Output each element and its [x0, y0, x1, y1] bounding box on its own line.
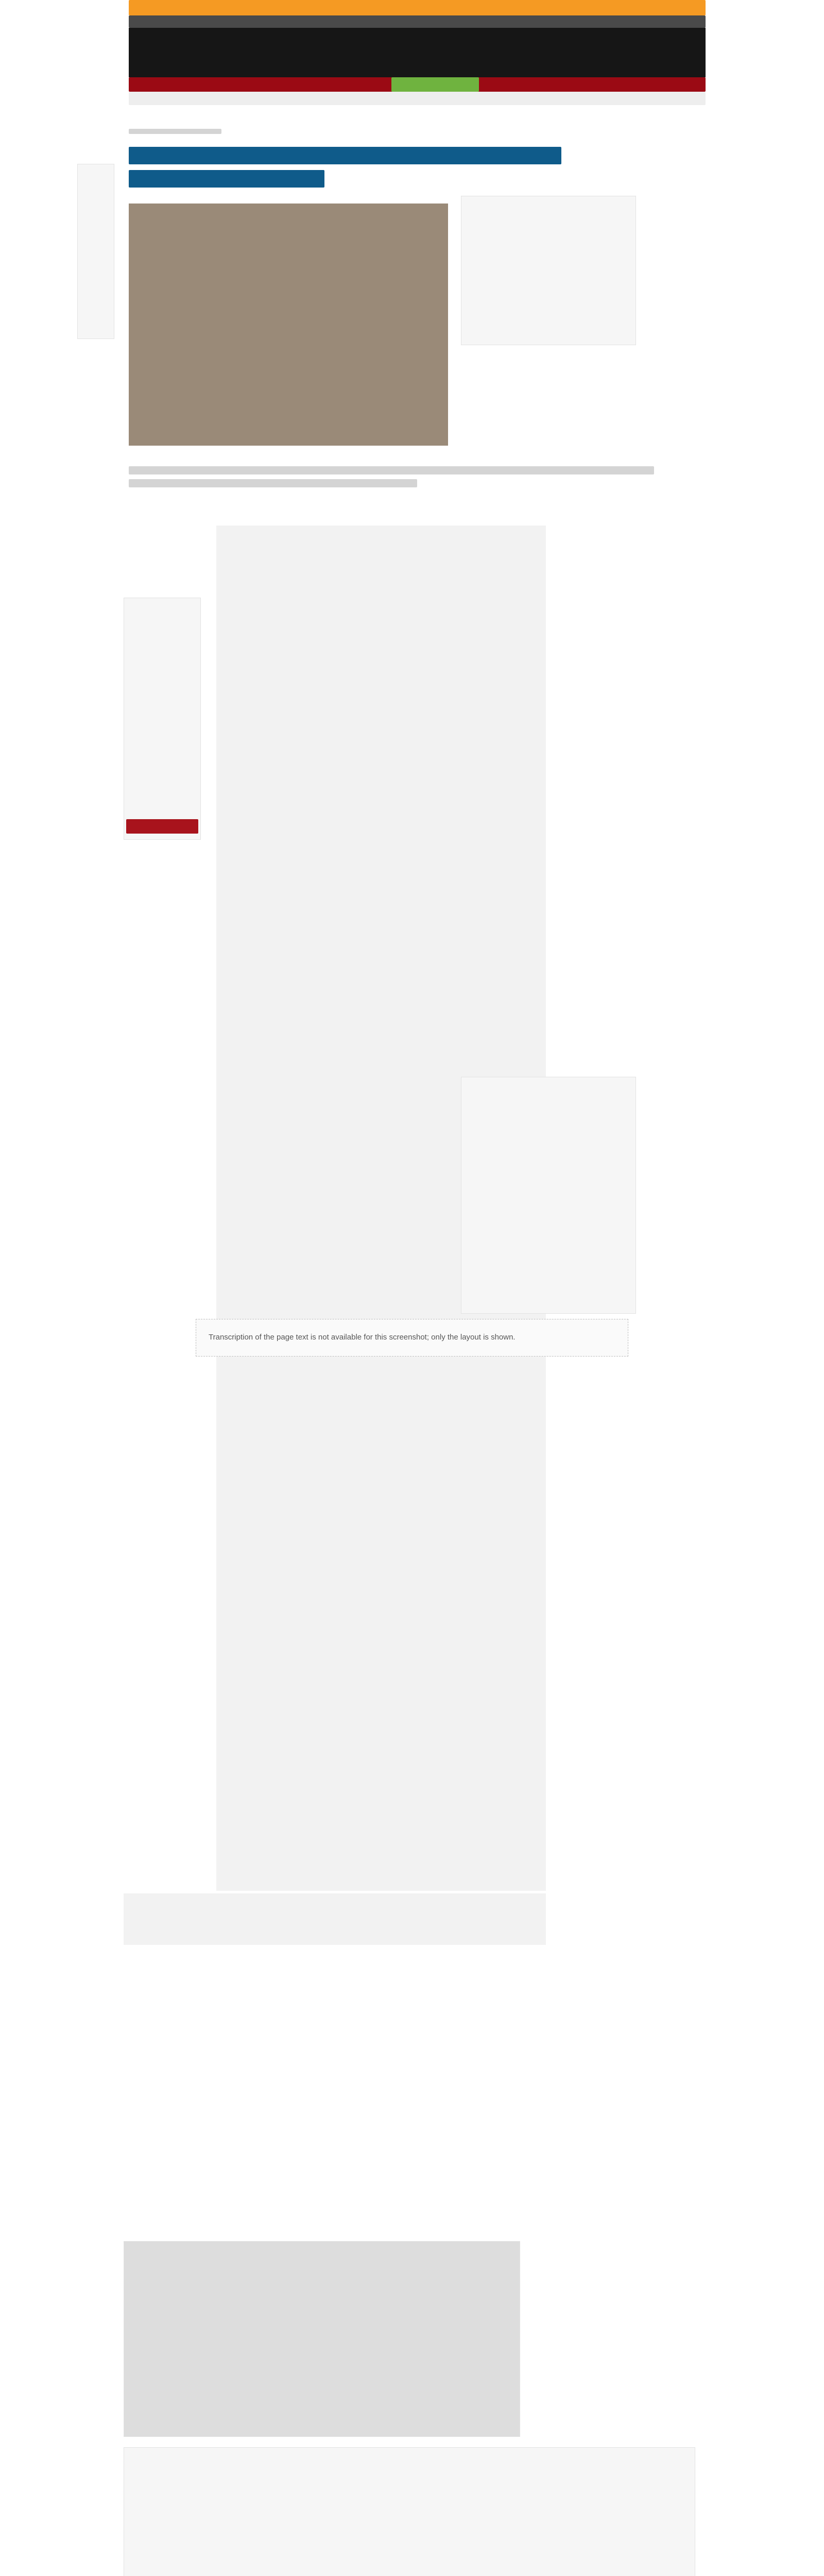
transcription-notice: Transcription of the page text is not available for this screenshot; only the layout is shown. — [196, 1319, 628, 1357]
standfirst — [129, 466, 654, 474]
recommended-for-you — [124, 2241, 520, 2437]
standfirst-line-2 — [129, 479, 417, 487]
share-rail — [77, 164, 114, 339]
white-papers-grid — [124, 2447, 695, 2576]
page-title-line-2 — [129, 170, 324, 188]
recommended-sidebar — [461, 196, 636, 345]
recommendations-list — [124, 1893, 546, 1945]
top-nav-strip — [129, 0, 706, 15]
section-accent — [391, 77, 479, 92]
hero-image — [129, 204, 448, 446]
breadcrumb — [129, 129, 221, 134]
page-title — [129, 147, 561, 164]
most-read-sidebar — [461, 1077, 636, 1314]
sub-nav — [129, 92, 706, 105]
second-nav-strip — [129, 15, 706, 28]
masthead — [129, 28, 706, 77]
whitepaper-ad — [124, 598, 201, 840]
whitepaper-button — [126, 819, 198, 834]
